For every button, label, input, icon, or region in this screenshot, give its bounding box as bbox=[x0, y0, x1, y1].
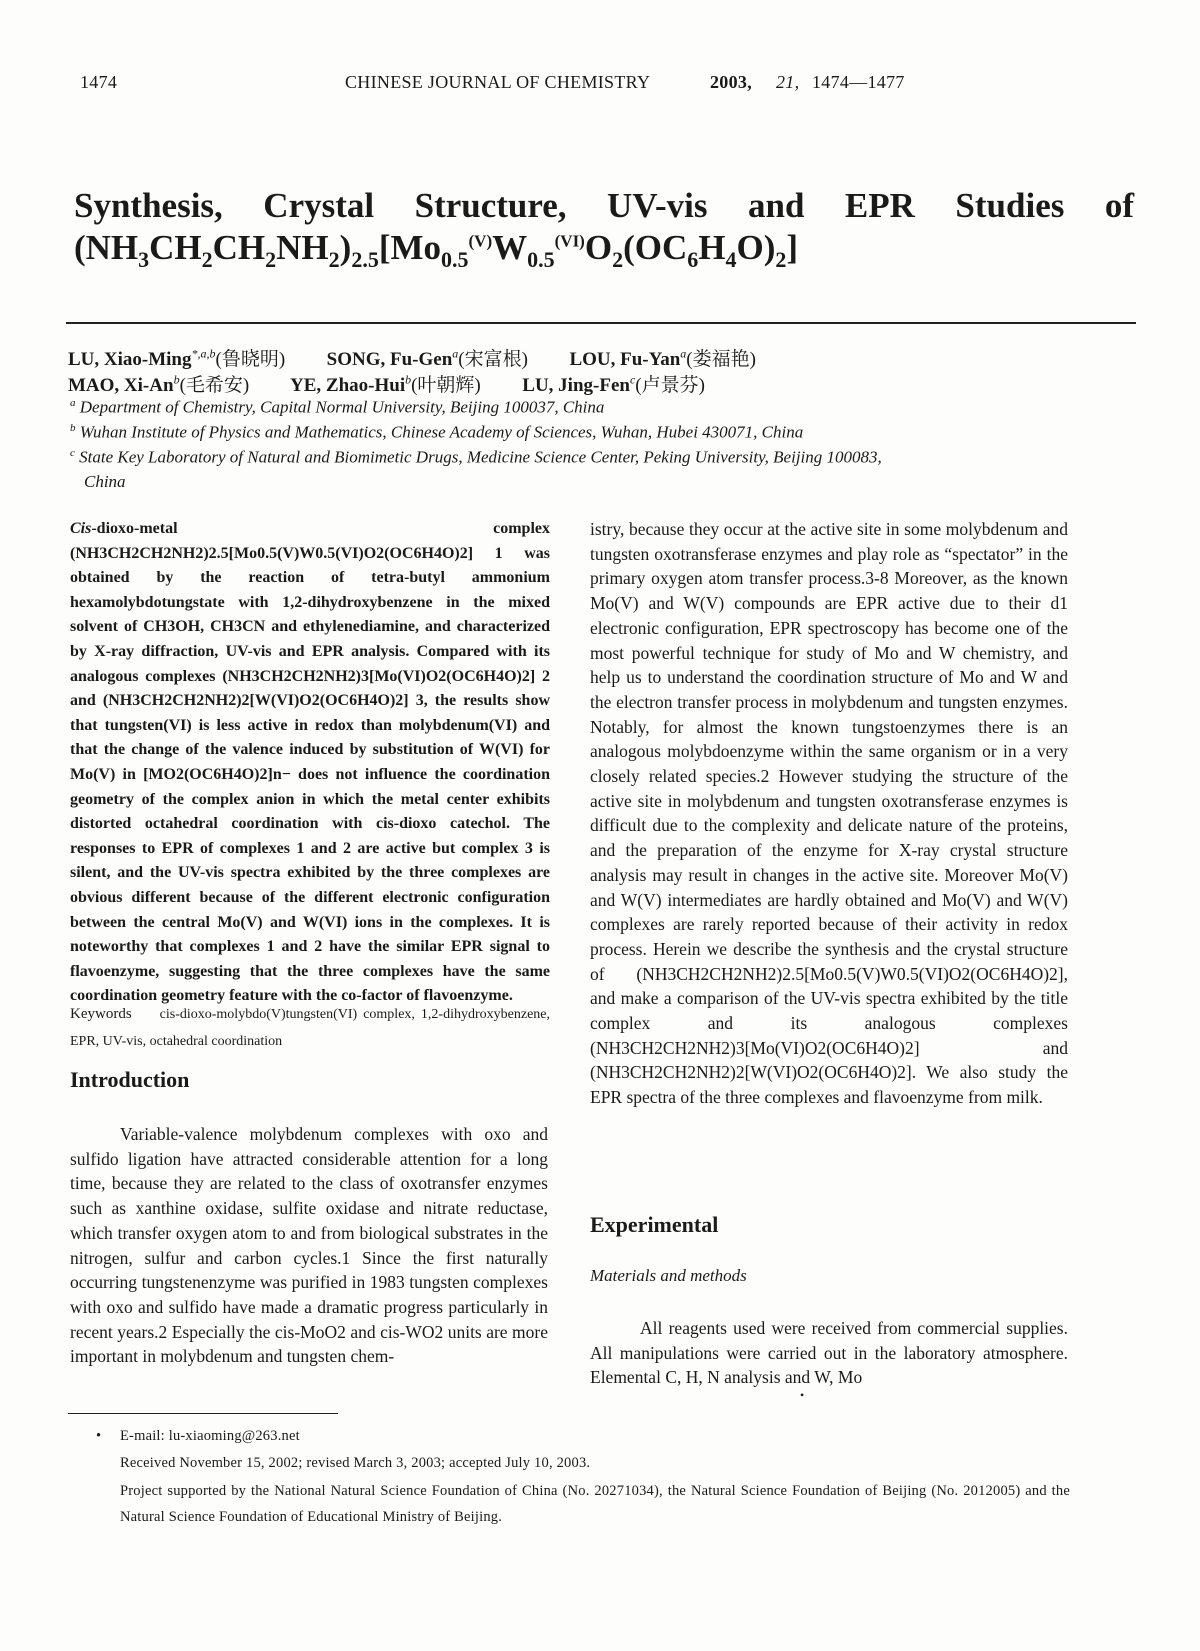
footnote-email bbox=[96, 1428, 300, 1445]
affiliation-text: China bbox=[84, 472, 126, 491]
running-header bbox=[0, 72, 1200, 96]
experimental-para1 bbox=[590, 1316, 1068, 1390]
title-formula: $(NH_3CH_2CH_2NH_2)_{2.5}[Mo_{0.5}^{(V)}W_{0.5}^{(VI)}O_2(OC_6H_4O)_2]$ bbox=[74, 228, 799, 272]
journal-volume: 21, bbox=[776, 72, 800, 92]
introduction-text: Variable-valence molybdenum complexes with oxo and sulfido ligation have attracted considerable attention for a long time, because they are related to the class of oxotransfer enzymes such as xanthine oxidase, sulfite oxidase and nitrate reductase, which transfer oxygen atom to and from biological substrates in the nitrogen, sulfur and carbon cycles.1 Since the first naturally occurring tungstenenzyme was purified in 1983 tungsten complexes with oxo and sulfido have made a dramatic progress particularly in recent years.2 Especially the cis-MoO2 and cis-WO2 units are more important in molybdenum and tungsten chem- bbox=[70, 1124, 548, 1367]
author-name: LU, Jing-Fen bbox=[522, 375, 630, 396]
author-name: SONG, Fu-Gen bbox=[326, 349, 453, 370]
keywords bbox=[70, 1000, 550, 1054]
footnote-bullet: • bbox=[96, 1428, 102, 1444]
affiliation-mark: b bbox=[70, 422, 76, 434]
affiliation-mark: c bbox=[70, 447, 75, 459]
footnote-received: Received November 15, 2002; revised March 3, 2003; accepted July 10, 2003. bbox=[120, 1455, 591, 1471]
title-rule bbox=[66, 322, 1136, 324]
author-cn: (娄福艳) bbox=[686, 349, 756, 370]
author-name: YE, Zhao-Hui bbox=[290, 375, 406, 396]
keywords-label: Keywords bbox=[70, 1006, 132, 1022]
affiliation-a bbox=[70, 397, 604, 418]
affiliation-text: Department of Chemistry, Capital Normal University, Beijing 100037, China bbox=[79, 397, 605, 417]
abstract-text: -dioxo-metal complex (NH3CH2CH2NH2)2.5[Mo0.5(V)W0.5(VI)O2(OC6H4O)2] 1 was obtained by the reaction of tetra-butyl ammonium hexamolybdotungstate with 1,2-dihydroxybenzene in the mixed solvent of CH3OH, CH3CN and ethylenediamine, and characterized by X-ray diffraction, UV-vis and EPR analysis. Compared with its analogous complexes (NH3CH2CH2NH2)3[Mo(VI)O2(OC6H4O)2] 2 and (NH3CH2CH2NH2)2[W(VI)O2(OC6H4O)2] 3, the results show that tungsten(VI) is less active in redox than molybdenum(VI) and that the change of the valence induced by substitution of W(VI) for Mo(V) in [MO2(OC6H4O)2]n− does not influence the coordination geometry of the complex anion in which the metal center exhibits distorted octahedral coordination with cis-dioxo catechol. The responses to EPR of complexes 1 and 2 are active but complex 3 is silent, and the UV-vis spectra exhibited by the three complexes are obvious different because of the different electronic configuration between the central Mo(V) and W(VI) ions in the complexes. It is noteworthy that complexes 1 and 2 have the similar EPR signal to flavoenzyme, suggesting that the three complexes have the same coordination geometry feature with the co-factor of flavoenzyme. bbox=[70, 520, 550, 1005]
author-sup: a bbox=[680, 346, 687, 361]
introduction-para1 bbox=[70, 1122, 548, 1369]
affiliation-c bbox=[70, 447, 882, 468]
author-cn: (毛希安) bbox=[179, 375, 250, 396]
author-cn: (鲁晓明) bbox=[215, 349, 286, 370]
author-cn: (卢景芬) bbox=[635, 375, 705, 396]
bullet-mark: • bbox=[800, 1388, 805, 1402]
affiliation-text: Wuhan Institute of Physics and Mathematics, Chinese Academy of Sciences, Wuhan, Hubei 430071, China bbox=[79, 422, 804, 442]
author-cn: (宋富根) bbox=[458, 349, 528, 370]
section-heading-experimental: Experimental bbox=[590, 1212, 719, 1237]
author-name: LU, Xiao-Ming bbox=[68, 349, 192, 370]
author-sup: b bbox=[405, 372, 412, 387]
paper-title-line2 bbox=[74, 228, 1134, 273]
section-heading-introduction: Introduction bbox=[70, 1067, 190, 1092]
author-sup: a bbox=[452, 346, 459, 361]
abstract-lead: Cis bbox=[70, 520, 92, 537]
introduction-text-cont: istry, because they occur at the active site in some molybdenum and tungsten oxotransferase enzymes and play role as “spectator” in the primary oxygen atom transfer process.3-8 Moreover, as the known Mo(V) and W(V) compounds are EPR active due to their d1 electronic configuration, EPR spectroscopy has become one of the most powerful technique for study of Mo and W chemistry, and help us to understand the coordination structure of Mo and W and the electron transfer process in molybdenum and tungsten enzymes. Notably, for almost the known tungstoenzymes there is an analogous molybdoenzyme within the same organism or in a very closely related species.2 However studying the structure of the active site in molybdenum and tungsten oxotransferase enzymes is difficult due to the complexity and delicate nature of the proteins, and the preparation of the enzyme for X-ray crystal structure analysis may result in changes in the active site. Moreover Mo(V) and W(V) intermediates are hardly obtained and Mo(V) and W(V) complexes are rarely reported because of their activity in redox process. Herein we describe the synthesis and the crystal structure of (NH3CH2CH2NH2)2.5[Mo0.5(V)W0.5(VI)O2(OC6H4O)2], and make a comparison of the UV-vis spectra exhibited by the title complex and its analogous complexes (NH3CH2CH2NH2)3[Mo(VI)O2(OC6H4O)2] and (NH3CH2CH2NH2)2[W(VI)O2(OC6H4O)2]. We also study the EPR spectra of the three complexes and flavoenzyme from milk. bbox=[590, 519, 1068, 1108]
journal-pages: 1474—1477 bbox=[812, 72, 905, 92]
authors-line2 bbox=[68, 370, 705, 397]
author-sup: *,a,b bbox=[191, 346, 216, 361]
footnote-rule bbox=[68, 1413, 338, 1414]
introduction-para1-continued bbox=[590, 517, 1068, 1110]
page-number: 1474 bbox=[80, 72, 118, 92]
affiliation-mark: a bbox=[70, 397, 76, 409]
footnote-email-text: E-mail: lu-xiaoming@263.net bbox=[120, 1428, 300, 1444]
author-name: MAO, Xi-An bbox=[68, 375, 174, 396]
author-sup: b bbox=[173, 372, 180, 387]
abstract bbox=[70, 517, 550, 1009]
experimental-text: All reagents used were received from commercial supplies. All manipulations were carried out in the laboratory atmosphere. Elemental C, H, N analysis and W, Mo bbox=[590, 1318, 1068, 1388]
footnote-project: Project supported by the National Natural Science Foundation of China (No. 20271034), the Natural Science Foundation of Beijing (No. 2012005) and the Natural Science Foundation of Educational Ministry of Beijing. bbox=[120, 1483, 1070, 1525]
subsection-heading-materials: Materials and methods bbox=[590, 1266, 747, 1285]
author-name: LOU, Fu-Yan bbox=[569, 349, 681, 370]
affiliation-c-cont bbox=[84, 472, 126, 492]
authors-line1 bbox=[68, 344, 756, 371]
affiliation-b bbox=[70, 422, 803, 443]
author-sup: c bbox=[629, 372, 636, 387]
author-cn: (叶朝辉) bbox=[411, 375, 481, 396]
affiliation-text: State Key Laboratory of Natural and Biomimetic Drugs, Medicine Science Center, Peking University, Beijing 100083, bbox=[79, 447, 882, 467]
journal-name: CHINESE JOURNAL OF CHEMISTRY bbox=[345, 72, 651, 92]
keywords-text: cis-dioxo-molybdo(V)tungsten(VI) complex, 1,2-dihydroxybenzene, EPR, UV-vis, octahedral coordination bbox=[70, 1007, 550, 1049]
journal-year: 2003, bbox=[710, 72, 752, 92]
paper-title-line1: Synthesis, Crystal Structure, UV-vis and EPR Studies of bbox=[74, 186, 1134, 225]
